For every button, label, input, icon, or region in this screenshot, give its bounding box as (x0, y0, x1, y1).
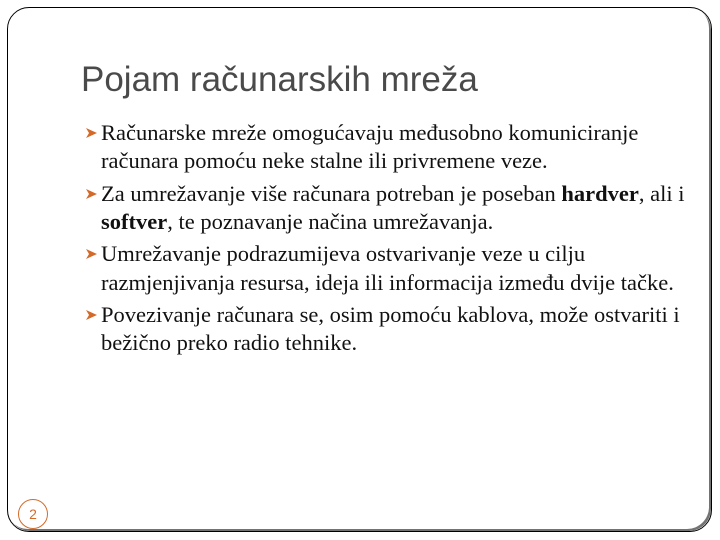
bullet-text: Računarske mreže omogućavaju međusobno komuniciranje računara pomoću neke stalne ili privremene veze. (101, 120, 639, 174)
bullet-item (85, 301, 685, 358)
bullet-list (85, 119, 685, 361)
bullet-text-part: , ali i (638, 180, 685, 206)
bullet-text: Umrežavanje podrazumijeva ostvarivanje veze u cilju razmjenjivanja resursa, ideja ili informacija između dvije tačke. (101, 241, 674, 295)
bold-term-hardver: hardver (561, 180, 639, 206)
slide-title: Pojam računarskih mreža (81, 60, 478, 99)
bold-term-softver: softver (101, 209, 168, 235)
bullet-text (101, 180, 685, 237)
slide (7, 7, 712, 532)
bullet-text-part: Za umrežavanje više računara potreban je poseban (101, 180, 562, 206)
bullet-item (85, 240, 685, 297)
bullet-text-part: , te poznavanje načina umrežavanja. (167, 209, 494, 235)
orange-arrow-bullet-icon (85, 127, 99, 139)
page-number: 2 (18, 499, 48, 529)
bullet-item (85, 180, 685, 237)
bullet-item (85, 119, 685, 176)
bullet-text: Povezivanje računara se, osim pomoću kablova, može ostvariti i bežično preko radio tehnike. (101, 301, 680, 356)
orange-arrow-bullet-icon (85, 309, 99, 321)
orange-arrow-bullet-icon (85, 188, 99, 200)
orange-arrow-bullet-icon (85, 248, 99, 260)
